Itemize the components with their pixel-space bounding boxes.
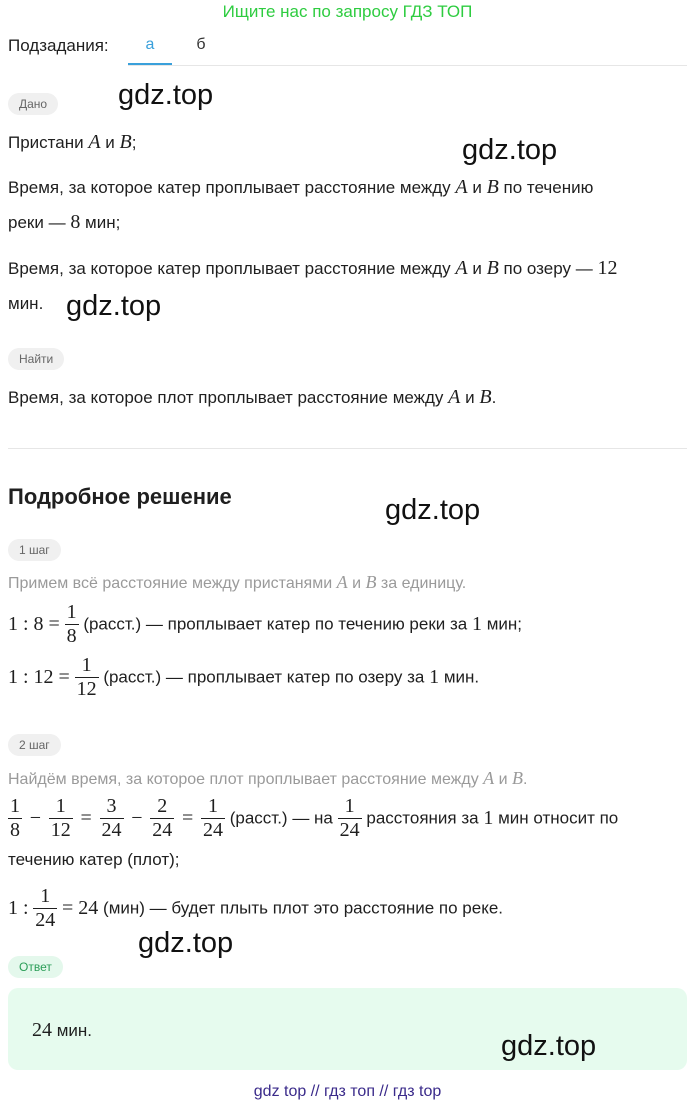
answer-text: 24 мин. <box>32 1019 93 1041</box>
given-line-1: Пристани A и B; <box>8 131 137 153</box>
watermark: gdz.top <box>66 290 162 322</box>
find-line: Время, за которое плот проплывает расстояние между A и B. <box>8 386 497 408</box>
watermark: gdz.top <box>501 1030 597 1062</box>
watermark: gdz.top <box>385 494 481 526</box>
step1-intro: Примем всё расстояние между пристанями A и B за единицу. <box>8 572 467 592</box>
watermark: gdz.top <box>118 79 214 111</box>
step2-equation-2: 1 : $\frac{1}{24}$ = 24 (мин) — будет плыть плот это расстояние по реке. <box>8 885 504 931</box>
find-badge: Найти <box>8 348 64 370</box>
watermark: gdz.top <box>138 927 234 959</box>
given-line-3: реки — 8 мин; <box>8 211 121 233</box>
given-line-4: Время, за которое катер проплывает расстояние между A и B по озеру — 12 <box>8 257 618 279</box>
step1-badge: 1 шаг <box>8 539 61 561</box>
step1-equation-1: 1 : 8 = $\frac{1}{8}$ (расст.) — проплывает катер по течению реки за 1 мин; <box>8 601 523 647</box>
tab-a[interactable]: а <box>145 36 155 53</box>
given-line-2: Время, за которое катер проплывает расстояние между A и B по течению <box>8 176 594 198</box>
promo-banner[interactable]: Ищите нас по запросу ГДЗ ТОП <box>222 2 473 21</box>
section-divider <box>8 448 687 449</box>
step2-equation: $\frac{1}{8}$ − $\frac{1}{12}$ = $\frac{3}{24}$ − $\frac{2}{24}$ = $\frac{1}{24}$ (расст.) — на $\frac{1}{24}$ расстояния за 1 мин относит по <box>10 795 619 841</box>
step1-equation-2: 1 : 12 = $\frac{1}{12}$ (расст.) — проплывает катер по озеру за 1 мин. <box>8 654 480 700</box>
solution-title: Подробное решение <box>8 484 232 509</box>
step2-badge: 2 шаг <box>8 734 61 756</box>
subtasks-label: Подзадания: <box>8 36 109 55</box>
given-line-5: мин. <box>8 294 44 313</box>
given-badge: Дано <box>8 93 58 115</box>
step2-equation-line-2: течению катер (плот); <box>8 850 180 869</box>
footer-links[interactable]: gdz top // гдз топ // гдз top <box>253 1083 442 1100</box>
step2-intro: Найдём время, за которое плот проплывает расстояние между A и B. <box>8 768 528 788</box>
tab-b[interactable]: б <box>196 36 206 53</box>
tabs-divider <box>128 65 687 66</box>
answer-badge: Ответ <box>8 956 63 978</box>
watermark: gdz.top <box>462 134 558 166</box>
